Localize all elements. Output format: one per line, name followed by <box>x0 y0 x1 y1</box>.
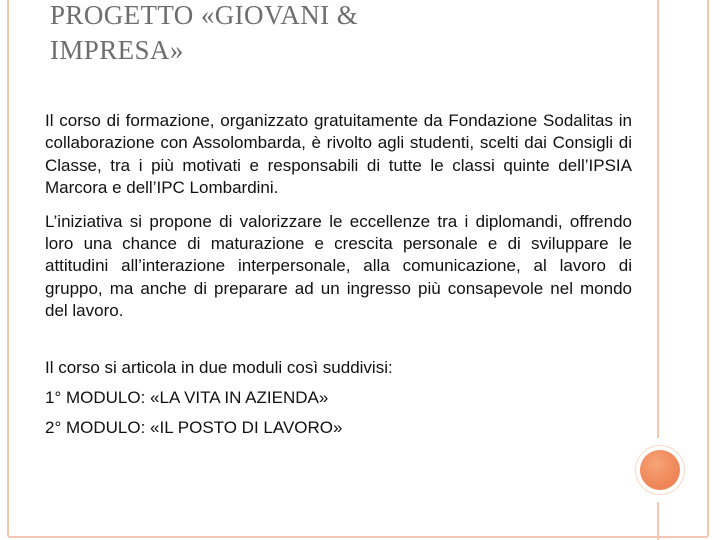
paragraph-initiative: L’iniziativa si propone di valorizzare le eccellenze tra i diplomandi, offrendo loro una chance di maturazione e crescita personale e di sviluppare le attitudini all’interazione interpersonale, alla comunicazione, al lavoro di gruppo, ma anche di preparare ad un ingresso più consapevole nel mondo del lavoro. <box>45 211 632 321</box>
module-item-1: 1° MODULO: «LA VITA IN AZIENDA» <box>45 388 329 408</box>
decorative-circle-icon <box>640 450 680 490</box>
slide-title <box>50 0 358 68</box>
slide-body <box>45 110 632 448</box>
module-list-intro: Il corso si articola in due moduli così suddivisi: <box>45 357 393 377</box>
module-list <box>45 357 632 440</box>
paragraph-intro: Il corso di formazione, organizzato gratuitamente da Fondazione Sodalitas in collaborazione con Assolombarda, è rivolto agli studenti, scelti dai Consigli di Classe, tra i più motivati e responsabili di tutte le classi quinte dell’IPSIA Marcora e dell’IPC Lombardini. <box>45 111 632 198</box>
right-divider-line-lower <box>657 502 659 540</box>
right-divider-line <box>657 0 659 438</box>
slide-title-line-1: PROGETTO «GIOVANI & <box>50 0 359 30</box>
module-item-2: 2° MODULO: «IL POSTO DI LAVORO» <box>45 418 343 438</box>
slide-title-line-2: IMPRESA» <box>50 35 184 65</box>
